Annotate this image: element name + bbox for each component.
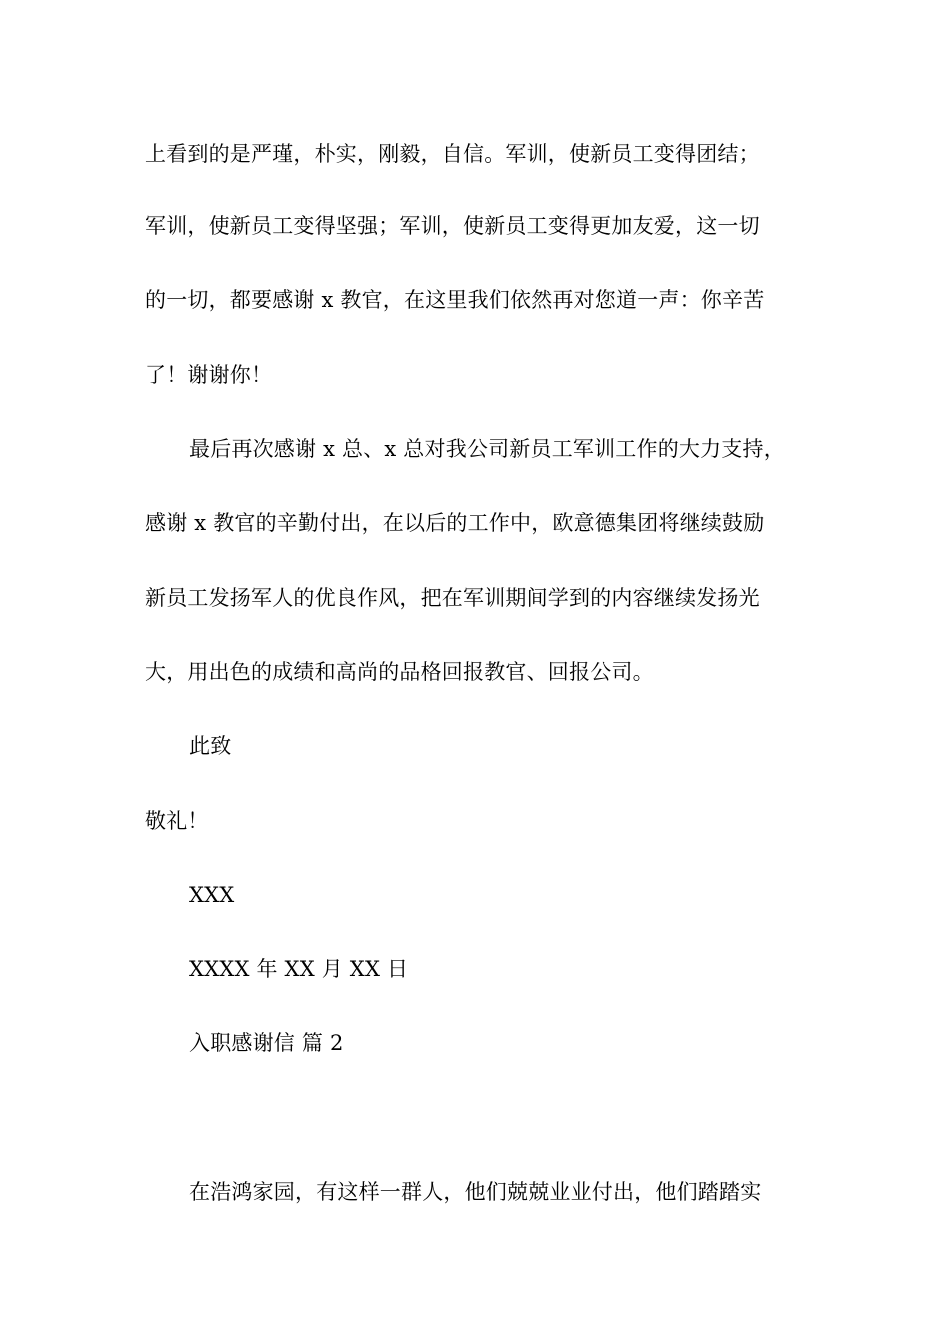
paragraph-line-2: 军训，使新员工变得坚强；军训，使新员工变得更加友爱，这一切 xyxy=(145,214,760,238)
paragraph-line-4: 了！谢谢你！ xyxy=(145,363,273,387)
paragraph-line-7: 新员工发扬军人的优良作风，把在军训期间学到的内容继续发扬光 xyxy=(145,586,760,610)
signature-date: XXXX 年 XX 月 XX 日 xyxy=(189,957,409,981)
signature-name: XXX xyxy=(189,883,235,907)
paragraph-line-9: 在浩鸿家园，有这样一群人，他们兢兢业业付出，他们踏踏实 xyxy=(189,1180,762,1204)
paragraph-line-8: 大，用出色的成绩和高尚的品格回报教官、回报公司。 xyxy=(145,660,654,684)
paragraph-line-6: 感谢 x 教官的辛勤付出，在以后的工作中，欧意德集团将继续鼓励 xyxy=(145,511,765,535)
paragraph-line-1: 上看到的是严瑾，朴实，刚毅，自信。军训，使新员工变得团结； xyxy=(145,142,760,166)
section-heading: 入职感谢信 篇 2 xyxy=(189,1031,344,1055)
closing-phrase: 此致 xyxy=(189,734,232,758)
paragraph-line-3: 的一切，都要感谢 x 教官，在这里我们依然再对您道一声：你辛苦 xyxy=(145,288,765,312)
paragraph-line-5: 最后再次感谢 x 总、x 总对我公司新员工军训工作的大力支持， xyxy=(189,437,785,461)
salutation: 敬礼！ xyxy=(145,809,209,833)
